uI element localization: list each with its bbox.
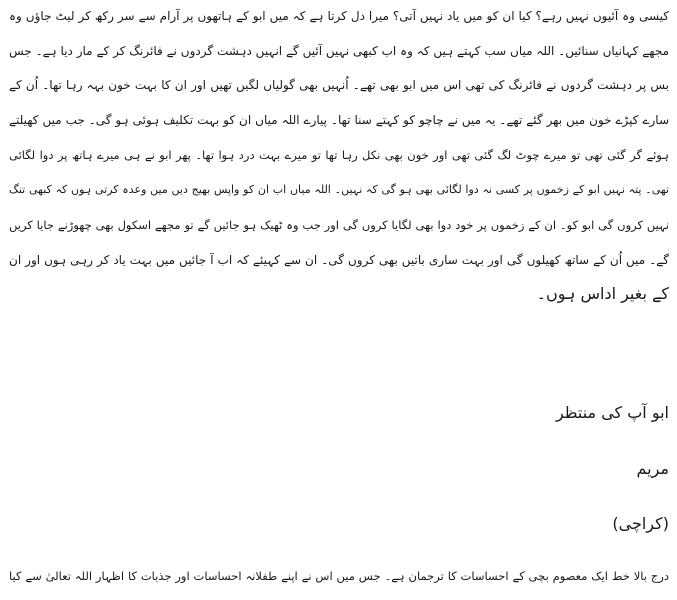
footer-note: درج بالا خط ایک معصوم بچی کے احساسات کا ترجمان ہے۔ جس میں اس نے اپنے طفلانہ احساسات اور جذبات کا اظہار اللہ تعالیٰ سے کیا: [9, 569, 669, 583]
letter-city: (کراچی): [612, 514, 669, 533]
letter-line-8: گے۔ میں اُن کے ساتھ کھیلوں گی اور بہت ساری باتیں بھی کروں گی۔ ان سے کہیئے کہ اب آ جائیں میں بہت یاد کر رہی ہوں اور ان: [9, 253, 669, 267]
letter-line-6: تھی۔ پتہ نہیں ابو کے زخموں پر کسی نہ دوا لگائی بھی ہو گی کہ نہیں۔ اللہ میاں اب ان کو واپس بھیج دیں میں وعدہ کرتی ہوں کہ کبھی تنگ: [9, 183, 669, 196]
letter-line-4: سارے کپڑے خون میں بھر گئے تھے۔ یہ میں نے چاچو کو کہتے سنا تھا۔ پیارے اللہ میاں ان کو بہت تکلیف ہوئی ہو گی۔ جب میں کھیلتے: [9, 113, 669, 127]
letter-line-9: کے بغیر اداس ہوں۔: [536, 284, 669, 303]
letter-line-2: مجھے کہانیاں سنائیں۔ اللہ میاں سب کہتے ہیں کہ وہ اب کبھی نہیں آئیں گے انہیں دہشت گردوں نے فائرنگ کر کے مار دیا ہے۔ جس: [9, 44, 669, 58]
letter-line-1: کیسی وہ آئیوں نہیں رہے؟ کیا ان کو میں یاد نہیں آتی؟ میرا دل کرتا ہے کہ میں ابو کے ہاتھوں پر آرام سے سر رکھ کر لیٹ جاؤں وہ: [9, 9, 669, 23]
letter-line-5: ہوئے گر گئی تھی تو میرے چوٹ لگ گئی تھی اور خون بھی نکل رہا تھا تو میرے بہت درد ہوا تھا۔ پھر ابو نے ہی میرے ہاتھ پر دوا لگائی: [9, 148, 669, 162]
letter-line-3: بس پر دہشت گردوں نے فائرنگ کی تھی اس میں ابو بھی تھے۔ اُنہیں بھی گولیاں لگیں تھیں اور ان کا بہت خون بہہ رہا تھا۔ اُن کے: [9, 78, 669, 92]
letter-closing: ابو آپ کی منتظر: [555, 403, 669, 422]
letter-line-7: نہیں کروں گی ابو کو۔ ان کے زخموں پر خود دوا بھی لگایا کروں گی اور جب وہ ٹھیک ہو جائیں گے تو مجھے اسکول بھی چھوڑنے جایا کریں: [9, 218, 669, 232]
letter-signature: مریم: [636, 459, 669, 478]
